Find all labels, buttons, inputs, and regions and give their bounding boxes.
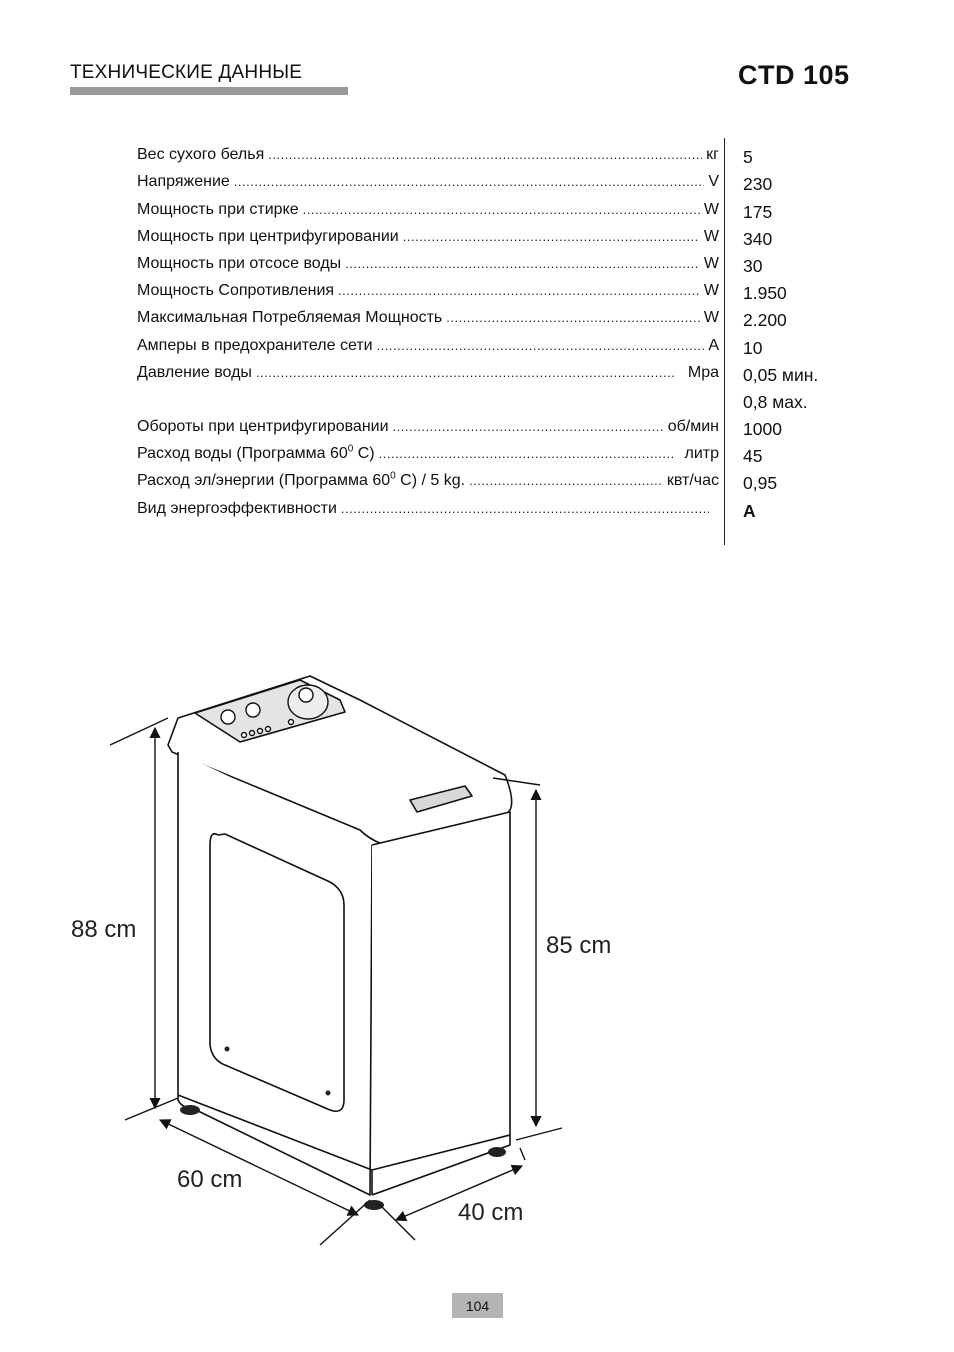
spec-row-energy-class <box>137 491 719 518</box>
spec-row-water-consumption <box>137 437 719 464</box>
spec-label: Мощность при отсосе воды <box>137 254 342 272</box>
section-title: ТЕХНИЧЕСКИЕ ДАННЫЕ <box>70 62 303 83</box>
dot-leader <box>256 363 676 383</box>
spec-unit: квт/час <box>666 472 719 490</box>
spec-unit: литр <box>684 445 719 463</box>
spec-label: Вес сухого белья <box>137 146 265 164</box>
spec-label: Вид энергоэффективности <box>137 499 337 517</box>
spec-unit: W <box>703 227 719 245</box>
dimension-height-body: 85 cm <box>546 932 612 959</box>
model-name: CTD 105 <box>738 60 850 90</box>
dot-leader <box>403 227 700 247</box>
spec-row-dry-weight <box>137 138 719 165</box>
washing-machine-diagram <box>60 660 680 1260</box>
spec-row-energy-consumption <box>137 464 719 491</box>
spec-row-spin-power <box>137 220 719 247</box>
knob-icon <box>246 703 260 717</box>
machine-body <box>168 676 512 1195</box>
spec-values-column <box>743 140 818 521</box>
spec-label: Давление воды <box>137 363 252 381</box>
spec-row-spin-speed <box>137 410 719 437</box>
spec-unit: A <box>708 336 719 354</box>
spec-unit: кг <box>706 146 719 164</box>
spec-unit: W <box>703 254 719 272</box>
spec-labels-column <box>137 138 719 519</box>
spec-value: 0,95 <box>743 473 778 494</box>
dot-leader <box>469 471 663 491</box>
spec-unit: W <box>703 309 719 327</box>
spec-value: 1.950 <box>743 283 787 304</box>
spec-value: 45 <box>743 446 763 467</box>
dot-leader <box>303 200 700 220</box>
spec-value: 175 <box>743 201 773 222</box>
knob-icon <box>221 710 235 724</box>
spec-unit: W <box>703 200 719 218</box>
spec-value: 30 <box>743 255 763 276</box>
page-number: 104 <box>452 1293 503 1318</box>
spec-label: Напряжение <box>137 173 230 191</box>
title-underline-bar <box>70 87 348 95</box>
spec-unit: Мра <box>687 363 719 381</box>
dot-leader <box>234 172 705 192</box>
dimension-depth: 40 cm <box>458 1199 524 1226</box>
dot-leader <box>338 281 700 301</box>
spec-label: Мощность при центрифугировании <box>137 227 399 245</box>
spec-value: 340 <box>743 228 773 249</box>
spec-value: 0,05 мин. <box>743 364 819 385</box>
dot-leader <box>393 417 664 437</box>
dimension-height-total: 88 cm <box>71 916 137 943</box>
spec-value: A <box>743 500 756 521</box>
dot-leader <box>377 336 705 356</box>
dot-leader <box>341 499 709 519</box>
spec-value: 10 <box>743 337 763 358</box>
dot-leader <box>446 308 700 328</box>
spec-value: 0,8 мах. <box>743 391 808 412</box>
spec-value: 1000 <box>743 419 782 440</box>
knob-icon <box>299 688 313 702</box>
spec-label: Амперы в предохранителе сети <box>137 336 373 354</box>
column-divider <box>724 138 725 545</box>
spec-row-max-power <box>137 301 719 328</box>
spec-unit: V <box>708 173 719 191</box>
dot-leader <box>345 254 700 274</box>
spec-label: Мощность при стирке <box>137 200 299 218</box>
spec-row-heater-power <box>137 274 719 301</box>
spec-row-spacer <box>137 383 719 410</box>
spec-label: Расход эл/энергии (Программа $60^0$ С) / 5 kg. <box>137 471 466 490</box>
spec-value: 230 <box>743 174 773 195</box>
spec-row-water-pressure <box>137 356 719 383</box>
spec-value: 2.200 <box>743 310 787 331</box>
spec-row-drain-power <box>137 247 719 274</box>
spec-row-wash-power <box>137 192 719 219</box>
spec-row-voltage <box>137 165 719 192</box>
spec-unit: об/мин <box>667 418 719 436</box>
dot-leader <box>268 145 702 165</box>
spec-unit: W <box>703 282 719 300</box>
spec-value: 5 <box>743 147 753 168</box>
dot-leader <box>379 444 673 464</box>
spec-label: Мощность Сопротивления <box>137 282 335 300</box>
spec-label: Расход воды (Программа $60^0$ С) <box>137 443 375 463</box>
dimension-width: 60 cm <box>177 1166 243 1193</box>
spec-label: Обороты при центрифугировании <box>137 418 389 436</box>
spec-row-fuse-amps <box>137 328 719 355</box>
spec-label: Максимальная Потребляемая Мощность <box>137 309 443 327</box>
